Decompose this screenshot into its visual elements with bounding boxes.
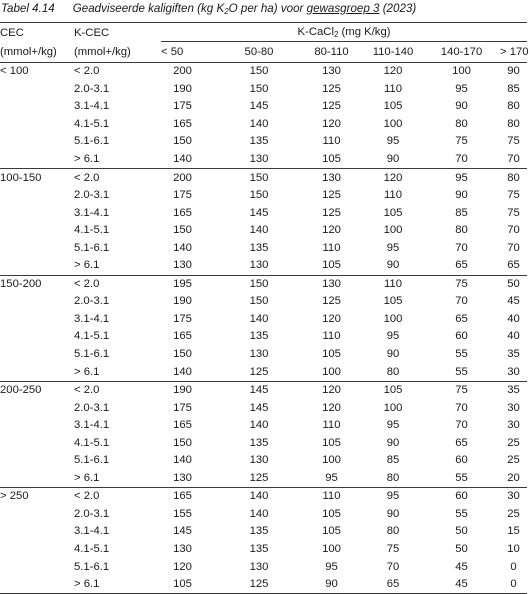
value-cell: 150 bbox=[218, 63, 300, 81]
value-cell: 100 bbox=[383, 224, 403, 237]
value-cell: 105 bbox=[322, 153, 341, 165]
kcec-cell: 5.1-6.1 bbox=[74, 560, 110, 573]
value-cell: 80 bbox=[507, 117, 520, 130]
kcec-cell: > 6.1 bbox=[74, 259, 100, 272]
value-cell: 130 bbox=[173, 259, 192, 272]
value-cell: 80 bbox=[386, 365, 400, 378]
value-cell: 135 bbox=[249, 241, 269, 254]
table-row bbox=[0, 452, 527, 470]
cec-cell bbox=[0, 204, 74, 222]
value-cell: 150 bbox=[218, 275, 300, 293]
table-row bbox=[0, 576, 527, 594]
kcec-cell: < 2.0 bbox=[74, 488, 161, 506]
value-cell: 0 bbox=[500, 576, 527, 594]
value-cell: 100 bbox=[423, 63, 500, 81]
kcec-cell: 4.1-5.1 bbox=[74, 543, 110, 556]
value-cell: 165 bbox=[173, 206, 192, 219]
cec-cell bbox=[0, 399, 74, 417]
value-cell: 75 bbox=[386, 543, 400, 556]
table-row bbox=[0, 239, 527, 257]
value-cell: 90 bbox=[386, 348, 400, 361]
table-number: Tabel 4.14 bbox=[1, 2, 55, 15]
value-cell: 25 bbox=[507, 507, 520, 520]
value-cell: 130 bbox=[249, 560, 269, 573]
column-header: 140-170 bbox=[423, 43, 500, 63]
value-cell: 140 bbox=[173, 153, 192, 165]
value-cell: 95 bbox=[423, 169, 500, 187]
value-cell: 65 bbox=[455, 259, 468, 272]
value-cell: 40 bbox=[507, 312, 520, 325]
value-cell: 70 bbox=[455, 419, 468, 432]
cec-cell bbox=[0, 257, 74, 275]
value-cell: 140 bbox=[249, 507, 269, 520]
value-cell: 155 bbox=[173, 507, 192, 520]
value-cell: 100 bbox=[383, 401, 403, 414]
value-cell: 80 bbox=[386, 525, 400, 538]
column-header: < 50 bbox=[161, 43, 218, 63]
value-cell: 165 bbox=[173, 117, 192, 130]
value-cell: 95 bbox=[363, 488, 423, 506]
value-cell: 145 bbox=[249, 100, 269, 113]
kcec-cell: 3.1-4.1 bbox=[74, 525, 110, 538]
table-row bbox=[0, 63, 527, 81]
value-cell: 85 bbox=[507, 82, 520, 95]
cec-cell bbox=[0, 293, 74, 311]
value-cell: 100 bbox=[322, 454, 341, 467]
value-cell: 100 bbox=[383, 312, 403, 325]
value-cell: 95 bbox=[325, 560, 338, 573]
value-cell: 120 bbox=[300, 381, 363, 399]
value-cell: 140 bbox=[173, 454, 192, 467]
kcec-cell: 2.0-3.1 bbox=[74, 189, 110, 202]
cec-cell bbox=[0, 311, 74, 329]
value-cell: 105 bbox=[383, 206, 403, 219]
value-cell: 70 bbox=[455, 153, 468, 165]
value-cell: 70 bbox=[386, 560, 400, 573]
table-row bbox=[0, 328, 527, 346]
value-cell: 90 bbox=[386, 259, 400, 272]
value-cell: 95 bbox=[455, 82, 468, 95]
value-cell: 200 bbox=[161, 169, 218, 187]
kcec-cell: 4.1-5.1 bbox=[74, 330, 110, 343]
column-header: > 170 bbox=[500, 43, 527, 63]
value-cell: 150 bbox=[249, 295, 269, 308]
value-cell: 90 bbox=[455, 100, 468, 113]
value-cell: 75 bbox=[507, 206, 520, 219]
value-cell: 105 bbox=[363, 381, 423, 399]
value-cell: 175 bbox=[173, 312, 192, 325]
value-cell: 45 bbox=[507, 295, 520, 308]
table-row bbox=[0, 187, 527, 205]
kcec-cell: 3.1-4.1 bbox=[74, 419, 110, 432]
table-row bbox=[0, 470, 527, 488]
kcec-cell: 2.0-3.1 bbox=[74, 82, 110, 95]
cec-cell bbox=[0, 151, 74, 169]
value-cell: 125 bbox=[322, 206, 341, 219]
table-row bbox=[0, 133, 527, 151]
kcacl-header-unit: (mg K/kg) bbox=[338, 26, 391, 38]
cec-header: CEC bbox=[0, 23, 74, 44]
value-cell: 105 bbox=[322, 436, 341, 449]
value-cell: 55 bbox=[455, 471, 468, 484]
cec-group-label: 150-200 bbox=[0, 275, 74, 293]
crop-group-link[interactable]: gewasgroep 3 bbox=[306, 2, 380, 15]
value-cell: 30 bbox=[507, 365, 520, 378]
value-cell: 80 bbox=[500, 169, 527, 187]
value-cell: 150 bbox=[249, 82, 269, 95]
value-cell: 165 bbox=[161, 488, 218, 506]
value-cell: 130 bbox=[300, 63, 363, 81]
value-cell: 35 bbox=[507, 348, 520, 361]
cec-group-label: 200-250 bbox=[0, 381, 74, 399]
value-cell: 120 bbox=[322, 117, 341, 130]
value-cell: 95 bbox=[386, 241, 400, 254]
value-cell: 140 bbox=[249, 419, 269, 432]
value-cell: 100 bbox=[322, 543, 341, 556]
value-cell: 120 bbox=[363, 169, 423, 187]
cec-cell bbox=[0, 239, 74, 257]
value-cell: 110 bbox=[322, 241, 341, 254]
value-cell: 55 bbox=[455, 507, 468, 520]
cec-group-label: 100-150 bbox=[0, 169, 74, 187]
kcacl-header bbox=[161, 23, 527, 44]
value-cell: 150 bbox=[218, 169, 300, 187]
value-cell: 45 bbox=[423, 576, 500, 594]
value-cell: 140 bbox=[218, 488, 300, 506]
value-cell: 60 bbox=[423, 488, 500, 506]
value-cell: 20 bbox=[507, 471, 520, 484]
kcec-cell: > 6.1 bbox=[74, 576, 161, 594]
value-cell: 80 bbox=[507, 100, 520, 113]
value-cell: 130 bbox=[249, 259, 269, 272]
value-cell: 125 bbox=[322, 100, 341, 113]
value-cell: 175 bbox=[173, 401, 192, 414]
value-cell: 125 bbox=[249, 471, 269, 484]
value-cell: 120 bbox=[363, 63, 423, 81]
value-cell: 140 bbox=[249, 117, 269, 130]
table-row bbox=[0, 434, 527, 452]
value-cell: 70 bbox=[507, 241, 520, 254]
kcec-cell: 3.1-4.1 bbox=[74, 312, 110, 325]
value-cell: 105 bbox=[322, 525, 341, 538]
kcec-cell: 5.1-6.1 bbox=[74, 348, 110, 361]
kcacl-header-text: K-CaCl bbox=[297, 26, 334, 38]
table-row bbox=[0, 293, 527, 311]
cec-cell bbox=[0, 576, 74, 594]
value-cell: 25 bbox=[507, 454, 520, 467]
value-cell: 130 bbox=[173, 543, 192, 556]
value-cell: 75 bbox=[455, 135, 468, 148]
kcec-cell: 5.1-6.1 bbox=[74, 135, 110, 148]
cec-group-label: > 250 bbox=[0, 488, 74, 506]
cec-cell bbox=[0, 346, 74, 364]
value-cell: 120 bbox=[322, 312, 341, 325]
value-cell: 110 bbox=[383, 189, 402, 202]
value-cell: 140 bbox=[173, 365, 192, 378]
kcec-cell: 2.0-3.1 bbox=[74, 507, 110, 520]
value-cell: 90 bbox=[500, 63, 527, 81]
kcec-header: K-CEC bbox=[74, 23, 161, 44]
value-cell: 110 bbox=[363, 275, 423, 293]
value-cell: 110 bbox=[322, 330, 341, 343]
column-header: 80-110 bbox=[300, 43, 363, 63]
value-cell: 105 bbox=[161, 576, 218, 594]
value-cell: 150 bbox=[249, 189, 269, 202]
table-row bbox=[0, 98, 527, 116]
table-row bbox=[0, 151, 527, 169]
table-row bbox=[0, 169, 527, 187]
value-cell: 70 bbox=[455, 295, 468, 308]
value-cell: 45 bbox=[455, 560, 468, 573]
value-cell: 35 bbox=[500, 381, 527, 399]
value-cell: 75 bbox=[507, 189, 520, 202]
kcec-cell: 4.1-5.1 bbox=[74, 224, 110, 237]
cec-cell bbox=[0, 328, 74, 346]
value-cell: 85 bbox=[455, 206, 468, 219]
value-cell: 65 bbox=[455, 312, 468, 325]
value-cell: 70 bbox=[455, 241, 468, 254]
value-cell: 150 bbox=[173, 135, 192, 148]
value-cell: 145 bbox=[173, 525, 192, 538]
caption-text-mid: O per ha) voor bbox=[228, 2, 307, 15]
header-row-1 bbox=[0, 23, 527, 44]
value-cell: 75 bbox=[507, 135, 520, 148]
value-cell: 120 bbox=[173, 560, 192, 573]
kcec-cell: > 6.1 bbox=[74, 153, 100, 165]
cec-cell bbox=[0, 363, 74, 381]
kcec-cell: > 6.1 bbox=[74, 365, 100, 378]
value-cell: 125 bbox=[322, 82, 341, 95]
value-cell: 90 bbox=[300, 576, 363, 594]
value-cell: 90 bbox=[386, 153, 400, 165]
caption-text-before: Geadviseerde kaligiften (kg K bbox=[72, 2, 225, 15]
value-cell: 70 bbox=[507, 153, 520, 165]
value-cell: 70 bbox=[455, 401, 468, 414]
kcec-cell: 3.1-4.1 bbox=[74, 206, 110, 219]
value-cell: 60 bbox=[455, 330, 468, 343]
value-cell: 190 bbox=[173, 82, 192, 95]
table-row bbox=[0, 222, 527, 240]
value-cell: 105 bbox=[322, 507, 341, 520]
value-cell: 55 bbox=[455, 365, 468, 378]
value-cell: 145 bbox=[218, 381, 300, 399]
cec-cell bbox=[0, 98, 74, 116]
kcec-cell: 2.0-3.1 bbox=[74, 401, 110, 414]
value-cell: 130 bbox=[249, 454, 269, 467]
table-row bbox=[0, 558, 527, 576]
table-row bbox=[0, 116, 527, 134]
table-row bbox=[0, 417, 527, 435]
cec-cell bbox=[0, 434, 74, 452]
table-row bbox=[0, 399, 527, 417]
value-cell: 120 bbox=[322, 224, 341, 237]
kcec-cell: 5.1-6.1 bbox=[74, 454, 110, 467]
kcec-cell: < 2.0 bbox=[74, 169, 161, 187]
cec-unit: (mmol+/kg) bbox=[0, 43, 74, 63]
cec-cell bbox=[0, 452, 74, 470]
value-cell: 145 bbox=[249, 206, 269, 219]
value-cell: 165 bbox=[173, 330, 192, 343]
value-cell: 120 bbox=[322, 401, 341, 414]
kcec-cell: > 6.1 bbox=[74, 471, 100, 484]
value-cell: 50 bbox=[455, 525, 468, 538]
value-cell: 105 bbox=[383, 295, 403, 308]
table-row bbox=[0, 541, 527, 559]
value-cell: 100 bbox=[383, 117, 403, 130]
table-row bbox=[0, 81, 527, 99]
value-cell: 95 bbox=[386, 330, 400, 343]
kcec-cell: 3.1-4.1 bbox=[74, 100, 110, 113]
value-cell: 65 bbox=[507, 259, 520, 272]
value-cell: 130 bbox=[300, 169, 363, 187]
value-cell: 130 bbox=[249, 153, 269, 165]
value-cell: 110 bbox=[322, 419, 341, 432]
value-cell: 85 bbox=[386, 454, 400, 467]
value-cell: 95 bbox=[386, 419, 400, 432]
value-cell: 65 bbox=[363, 576, 423, 594]
value-cell: 105 bbox=[383, 100, 403, 113]
value-cell: 90 bbox=[386, 507, 400, 520]
value-cell: 70 bbox=[507, 224, 520, 237]
kcacl-header-subscript: 2 bbox=[333, 30, 339, 39]
value-cell: 125 bbox=[218, 576, 300, 594]
header-row-2 bbox=[0, 43, 527, 63]
kcec-cell: < 2.0 bbox=[74, 381, 161, 399]
value-cell: 125 bbox=[322, 189, 341, 202]
value-cell: 25 bbox=[507, 436, 520, 449]
table-row bbox=[0, 506, 527, 524]
value-cell: 55 bbox=[455, 348, 468, 361]
value-cell: 15 bbox=[507, 525, 520, 538]
value-cell: 175 bbox=[173, 189, 192, 202]
value-cell: 135 bbox=[249, 543, 269, 556]
table-row bbox=[0, 275, 527, 293]
value-cell: 75 bbox=[423, 381, 500, 399]
kcec-cell: < 2.0 bbox=[74, 275, 161, 293]
potassium-advice-table bbox=[0, 22, 527, 594]
value-cell: 90 bbox=[455, 189, 468, 202]
value-cell: 60 bbox=[455, 454, 468, 467]
value-cell: 200 bbox=[161, 63, 218, 81]
kcec-cell: 4.1-5.1 bbox=[74, 436, 110, 449]
value-cell: 75 bbox=[423, 275, 500, 293]
value-cell: 90 bbox=[386, 436, 400, 449]
caption-text-after: (2023) bbox=[379, 2, 417, 15]
value-cell: 140 bbox=[249, 224, 269, 237]
value-cell: 130 bbox=[249, 348, 269, 361]
column-header: 110-140 bbox=[363, 43, 423, 63]
table-caption bbox=[1, 2, 416, 15]
value-cell: 95 bbox=[386, 135, 400, 148]
value-cell: 195 bbox=[161, 275, 218, 293]
table-row bbox=[0, 204, 527, 222]
value-cell: 135 bbox=[249, 436, 269, 449]
cec-cell bbox=[0, 81, 74, 99]
value-cell: 135 bbox=[249, 135, 269, 148]
cec-cell bbox=[0, 133, 74, 151]
value-cell: 105 bbox=[322, 259, 341, 272]
kcec-cell: 2.0-3.1 bbox=[74, 295, 110, 308]
kcec-cell: 5.1-6.1 bbox=[74, 241, 110, 254]
cec-cell bbox=[0, 470, 74, 488]
cec-cell bbox=[0, 116, 74, 134]
cec-cell bbox=[0, 417, 74, 435]
value-cell: 30 bbox=[507, 401, 520, 414]
value-cell: 175 bbox=[173, 100, 192, 113]
value-cell: 125 bbox=[249, 365, 269, 378]
value-cell: 130 bbox=[300, 275, 363, 293]
value-cell: 50 bbox=[500, 275, 527, 293]
cec-cell bbox=[0, 523, 74, 541]
value-cell: 110 bbox=[383, 82, 402, 95]
value-cell: 40 bbox=[507, 330, 520, 343]
column-header: 50-80 bbox=[218, 43, 300, 63]
table-row bbox=[0, 257, 527, 275]
value-cell: 110 bbox=[300, 488, 363, 506]
value-cell: 135 bbox=[249, 525, 269, 538]
kcec-cell: < 2.0 bbox=[74, 63, 161, 81]
value-cell: 65 bbox=[455, 436, 468, 449]
table-row bbox=[0, 523, 527, 541]
kcec-unit: (mmol+/kg) bbox=[74, 43, 161, 63]
table-row bbox=[0, 488, 527, 506]
value-cell: 95 bbox=[325, 471, 338, 484]
cec-cell bbox=[0, 558, 74, 576]
value-cell: 130 bbox=[173, 471, 192, 484]
value-cell: 165 bbox=[173, 419, 192, 432]
value-cell: 105 bbox=[322, 348, 341, 361]
value-cell: 80 bbox=[455, 224, 468, 237]
value-cell: 80 bbox=[386, 471, 400, 484]
cec-cell bbox=[0, 541, 74, 559]
value-cell: 140 bbox=[173, 241, 192, 254]
value-cell: 140 bbox=[249, 312, 269, 325]
table-row bbox=[0, 381, 527, 399]
kcec-cell: 4.1-5.1 bbox=[74, 117, 110, 130]
value-cell: 30 bbox=[500, 488, 527, 506]
value-cell: 0 bbox=[510, 560, 517, 573]
value-cell: 30 bbox=[507, 419, 520, 432]
value-cell: 135 bbox=[249, 330, 269, 343]
value-cell: 190 bbox=[161, 381, 218, 399]
cec-group-label: < 100 bbox=[0, 63, 74, 81]
table-row bbox=[0, 346, 527, 364]
value-cell: 145 bbox=[249, 401, 269, 414]
value-cell: 110 bbox=[322, 135, 341, 148]
cec-cell bbox=[0, 187, 74, 205]
value-cell: 100 bbox=[322, 365, 341, 378]
value-cell: 80 bbox=[455, 117, 468, 130]
table-row bbox=[0, 311, 527, 329]
value-cell: 150 bbox=[173, 224, 192, 237]
value-cell: 125 bbox=[322, 295, 341, 308]
value-cell: 150 bbox=[173, 436, 192, 449]
cec-cell bbox=[0, 222, 74, 240]
cec-cell bbox=[0, 506, 74, 524]
value-cell: 10 bbox=[507, 543, 520, 556]
value-cell: 150 bbox=[173, 348, 192, 361]
value-cell: 50 bbox=[455, 543, 468, 556]
caption-subscript: 2 bbox=[224, 7, 229, 16]
value-cell: 190 bbox=[173, 295, 192, 308]
table-row bbox=[0, 363, 527, 381]
